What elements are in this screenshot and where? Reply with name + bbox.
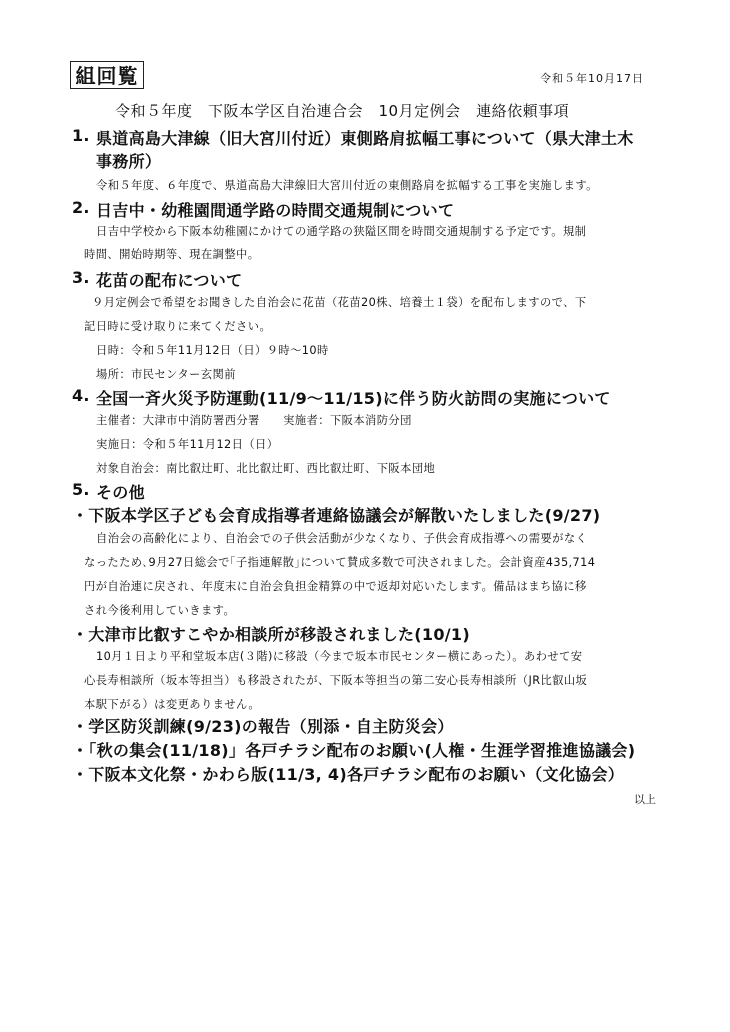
section-body-line: 場所：市民センター玄関前 xyxy=(96,368,236,381)
other-item-heading: ・「秋の集会(11/18)」各戸チラシ配布のお願い(人権・生涯学習推進協議会) xyxy=(72,741,636,760)
section-body-line: 対象自治会：南比叡辻町、北比叡辻町、西比叡辻町、下阪本団地 xyxy=(96,462,436,475)
section-number: 2. xyxy=(72,198,90,217)
section-heading: その他 xyxy=(96,483,145,502)
other-item-body-line: 心長寿相談所（坂本等担当）も移設されたが、下阪本等担当の第二安心長寿相談所（JR比叡山坂 xyxy=(84,674,588,687)
other-item-heading: ・下阪本学区子ども会育成指導者連絡協議会が解散いたしました(9/27) xyxy=(72,506,601,525)
section-heading: 花苗の配布について xyxy=(96,271,243,290)
section-body-line: 主催者：大津市中消防署西分署 実施者：下阪本消防分団 xyxy=(96,414,412,427)
document-date: 令和５年10月17日 xyxy=(540,72,644,85)
section-heading: 日吉中・幼稚園間通学路の時間交通規制について xyxy=(96,201,455,220)
section-number: 5. xyxy=(72,480,90,499)
section-body-line: 日吉中学校から下阪本幼稚園にかけての通学路の狭隘区間を時間交通規制する予定です。規制 xyxy=(96,225,587,238)
section-body-line: 日時：令和５年11月12日（日）９時〜10時 xyxy=(96,344,329,357)
closing-text: 以上 xyxy=(634,793,656,806)
other-item-body-line: 自治会の高齢化により、自治会での子供会活動が少なくなり、子供会育成指導への需要がなく xyxy=(96,532,588,545)
other-item-heading: ・大津市比叡すこやか相談所が移設されました(10/1) xyxy=(72,625,470,644)
other-item-body-line: 円が自治連に戻され、年度末に自治会負担金精算の中で返却対応いたします。備品はまち協に移 xyxy=(84,580,587,593)
section-heading: 事務所） xyxy=(96,152,162,171)
section-number: 4. xyxy=(72,386,90,405)
other-item-heading: ・学区防災訓練(9/23)の報告（別添・自主防災会） xyxy=(72,717,454,736)
circulation-stamp: 組回覧 xyxy=(70,61,144,89)
document-title: 令和５年度 下阪本学区自治連合会 10月定例会 連絡依頼事項 xyxy=(115,102,570,120)
section-heading: 全国一斉火災予防運動(11/9〜11/15)に伴う防火訪問の実施について xyxy=(96,389,611,408)
section-body-line: ９月定例会で希望をお聞きした自治会に花苗（花苗20株、培養土１袋）を配布しますので、下 xyxy=(92,296,587,309)
section-heading: 県道高島大津線（旧大宮川付近）東側路肩拡幅工事について（県大津土木 xyxy=(96,129,634,148)
section-number: 1. xyxy=(72,126,90,145)
other-item-body-line: 10月１日より平和堂坂本店(３階)に移設（今まで坂本市民センター横にあった）。あわせて安 xyxy=(96,650,583,663)
section-body-line: 時間、開始時期等、現在調整中。 xyxy=(84,248,260,261)
section-body-line: 実施日：令和５年11月12日（日） xyxy=(96,438,279,451)
other-item-body-line: 本駅下がる）は変更ありません。 xyxy=(84,698,261,711)
section-body-line: 令和５年度、６年度で、県道高島大津線旧大宮川付近の東側路肩を拡幅する工事を実施します。 xyxy=(96,179,598,192)
section-body-line: 記日時に受け取りに来てください。 xyxy=(84,320,272,333)
section-number: 3. xyxy=(72,268,90,287)
other-item-heading: ・下阪本文化祭・かわら版(11/3, 4)各戸チラシ配布のお願い（文化協会） xyxy=(72,765,625,784)
other-item-body-line: され今後利用していきます。 xyxy=(84,604,236,617)
other-item-body-line: なったため､9月27日総会で｢子指連解散｣について賛成多数で可決されました。会計資産435,714 xyxy=(84,556,596,569)
